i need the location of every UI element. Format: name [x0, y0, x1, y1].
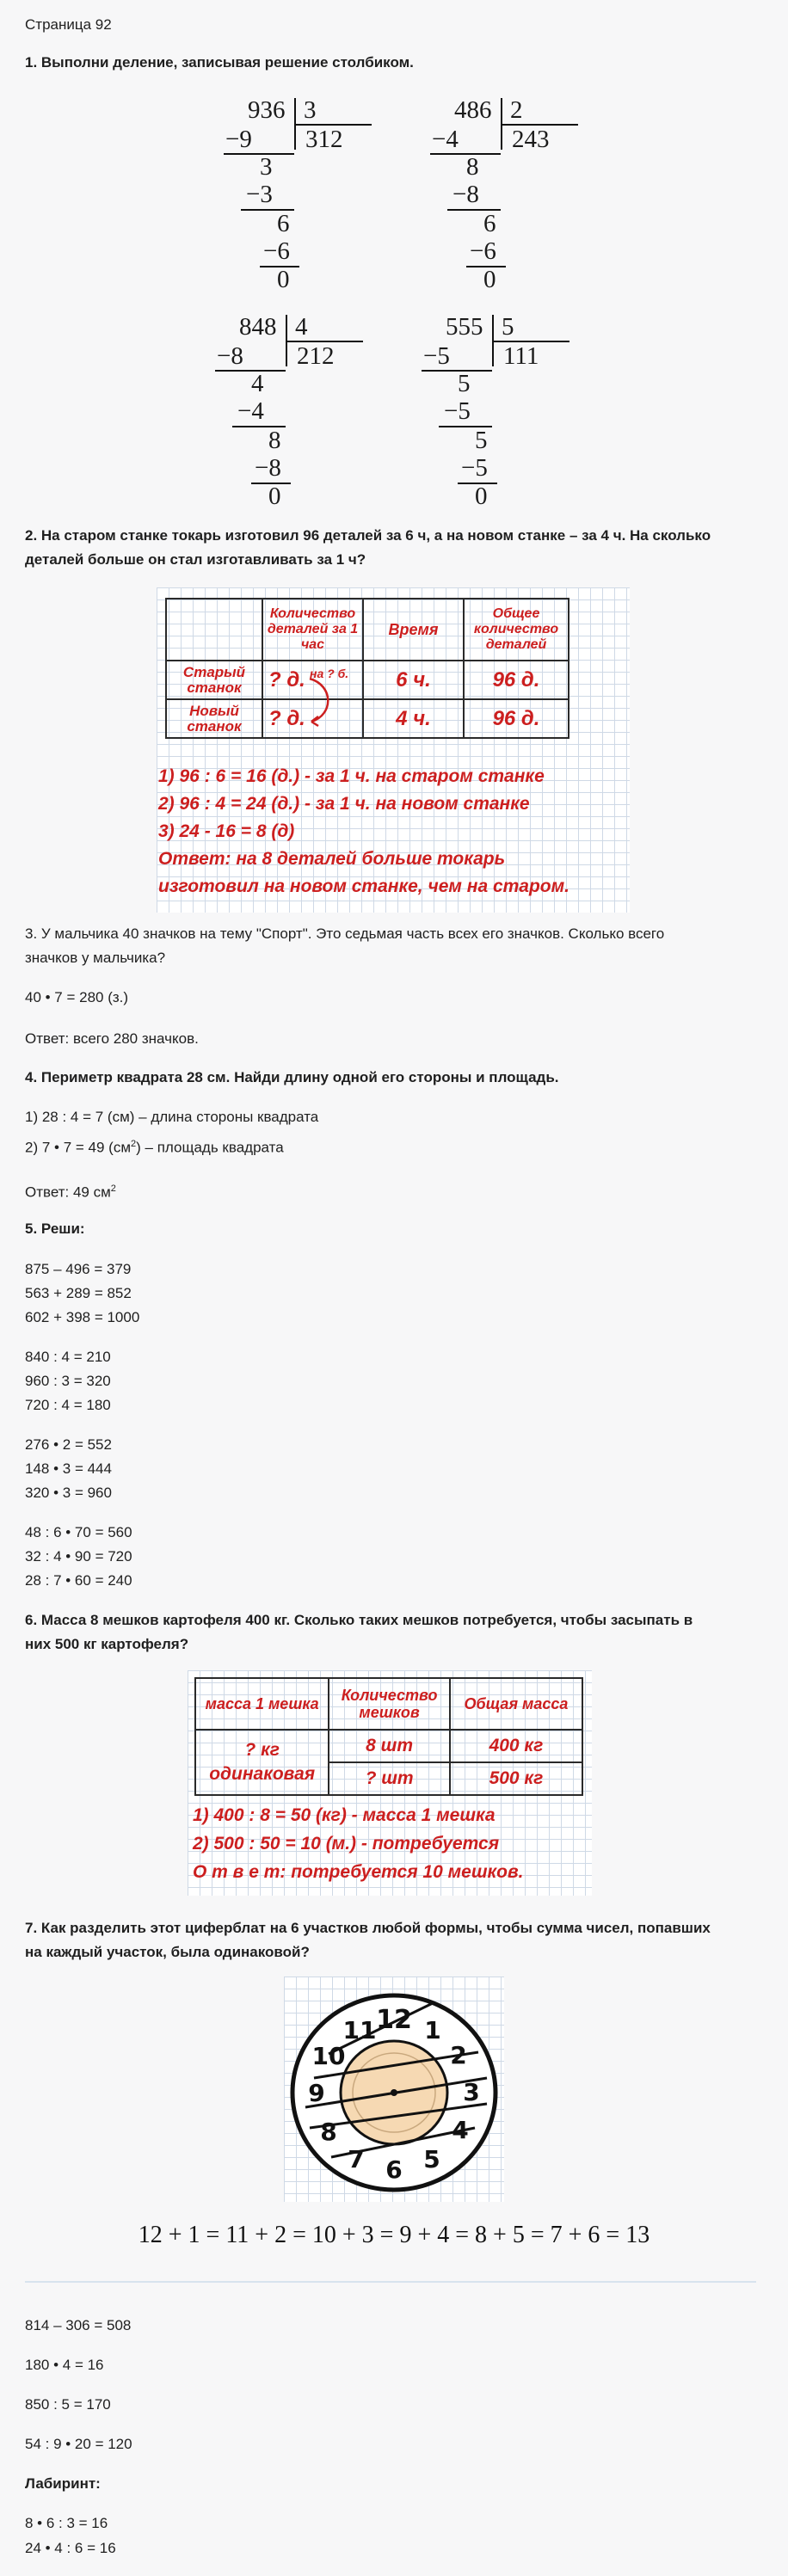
- step: 5: [475, 427, 488, 454]
- labyrinth-equation: 24 • 4 : 6 = 16: [25, 2540, 116, 2556]
- step: −6: [263, 237, 290, 265]
- q2-row-new-rate: ? д.: [262, 699, 363, 738]
- q2-solution: [158, 763, 569, 901]
- q5-equation: 960 : 3 = 320: [25, 1373, 111, 1389]
- q5-equation: 32 : 4 • 90 = 720: [25, 1548, 132, 1565]
- step: −5: [423, 342, 450, 370]
- step: 3: [260, 153, 273, 181]
- q2-difference-arrow: [301, 673, 336, 734]
- page-title: Страница 92: [25, 16, 112, 33]
- clock-number: 5: [423, 2145, 440, 2173]
- q7-text-line1: 7. Как разделить этот циферблат на 6 участков любой формы, чтобы сумма чисел, попавших: [25, 1920, 711, 1936]
- step: −5: [461, 454, 488, 482]
- quotient: 212: [297, 342, 335, 370]
- q4-answer-text: Ответ: 49 см: [25, 1183, 111, 1201]
- long-division-3: [206, 311, 379, 509]
- clock-number: 6: [385, 2155, 403, 2184]
- q6-solution-line: 1) 400 : 8 = 50 (кг) - масса 1 мешка: [193, 1805, 496, 1825]
- clock-number: 12: [376, 2005, 412, 2035]
- quotient: 243: [512, 126, 550, 153]
- q4-text: 4. Периметр квадрата 28 см. Найди длину одной его стороны и площадь.: [25, 1069, 559, 1085]
- clock-number: 7: [348, 2145, 365, 2173]
- clock-number: 2: [450, 2041, 467, 2069]
- extra-equation: 850 : 5 = 170: [25, 2396, 111, 2413]
- q6-row2-count: ? шт: [329, 1762, 450, 1795]
- q3-text-line2: значков у мальчика?: [25, 950, 166, 966]
- q2-solution-line: Ответ: на 8 деталей больше токарь: [158, 849, 506, 869]
- q4-answer: [25, 1179, 116, 1202]
- step: −9: [225, 126, 252, 153]
- q5-equation: 48 : 6 • 70 = 560: [25, 1524, 132, 1540]
- q2-text-line2: деталей больше он стал изготавливать за 1 ч?: [25, 551, 366, 568]
- q2-row-old-rate: ? д.: [262, 661, 363, 699]
- q2-graph-paper: [157, 587, 630, 913]
- q2-row-old-time: 6 ч.: [363, 661, 464, 699]
- long-division-1: [215, 95, 387, 292]
- step: −6: [470, 237, 496, 265]
- step: 0: [475, 483, 488, 510]
- q5-equation: 875 – 496 = 379: [25, 1261, 132, 1277]
- step: 0: [483, 266, 496, 293]
- q4-line2-part: ) – площадь квадрата: [136, 1139, 284, 1156]
- q5-equation: 563 + 289 = 852: [25, 1285, 132, 1301]
- long-division-2: [422, 95, 594, 292]
- q2-solution-line: изготовил на новом станке, чем на старом.: [158, 876, 570, 896]
- q3-answer: Ответ: всего 280 значков.: [25, 1030, 199, 1047]
- quotient: 312: [305, 126, 343, 153]
- step-line: [215, 370, 286, 372]
- q6-table: [194, 1677, 583, 1796]
- q6-row2-total: 500 кг: [450, 1762, 582, 1795]
- q2-table: [165, 598, 569, 739]
- superscript: 2: [131, 1139, 137, 1149]
- extra-equation: 54 : 9 • 20 = 120: [25, 2436, 132, 2452]
- q3-calc: 40 • 7 = 280 (з.): [25, 989, 129, 1005]
- step: 8: [268, 427, 281, 454]
- step: 0: [268, 483, 281, 510]
- q6-text-line1: 6. Масса 8 мешков картофеля 400 кг. Сколько таких мешков потребуется, чтобы засыпать в: [25, 1612, 693, 1628]
- q2-header-rate: Количество деталей за 1 час: [262, 599, 363, 661]
- q5-equation: 28 : 7 • 60 = 240: [25, 1572, 132, 1589]
- q4-line2-part: 2) 7 • 7 = 49 (см: [25, 1139, 132, 1156]
- step: 6: [277, 210, 290, 237]
- q5-text: 5. Реши:: [25, 1220, 85, 1237]
- q5-equation: 602 + 398 = 1000: [25, 1309, 140, 1325]
- q6-text-line2: них 500 кг картофеля?: [25, 1636, 189, 1652]
- q6-graph-paper: [188, 1670, 592, 1896]
- step: 5: [458, 370, 471, 397]
- q4-line1: 1) 28 : 4 = 7 (см) – длина стороны квадрата: [25, 1109, 319, 1125]
- step-line: [422, 370, 492, 372]
- clock-number: 11: [342, 2016, 377, 2044]
- q2-row-new-total: 96 д.: [464, 699, 569, 738]
- q2-header-total: Общее количество деталей: [464, 599, 569, 661]
- clock-number: 1: [424, 2016, 441, 2044]
- q2-row-old-total: 96 д.: [464, 661, 569, 699]
- q6-header-mass: масса 1 мешка: [195, 1678, 329, 1730]
- dividend: 848: [239, 313, 277, 341]
- clock-number: 3: [463, 2078, 480, 2106]
- extra-equation: 180 • 4 = 16: [25, 2357, 104, 2373]
- step: −5: [444, 397, 471, 425]
- step: −4: [237, 397, 264, 425]
- q5-equation: 148 • 3 = 444: [25, 1460, 112, 1477]
- step-line: [224, 153, 294, 155]
- q2-solution-line: 1) 96 : 6 = 16 (д.) - за 1 ч. на старом станке: [158, 766, 545, 786]
- clock-number: 10: [311, 2042, 346, 2070]
- labyrinth-equation: 8 • 6 : 3 = 16: [25, 2515, 108, 2531]
- divisor: 4: [295, 313, 308, 341]
- q1-text: 1. Выполни деление, записывая решение столбиком.: [25, 54, 414, 71]
- q2-solution-line: 2) 96 : 4 = 24 (д.) - за 1 ч. на новом станке: [158, 794, 530, 814]
- labyrinth-title: Лабиринт:: [25, 2475, 101, 2492]
- dividend: 555: [446, 313, 483, 341]
- clock-number: 9: [308, 2079, 325, 2107]
- q6-solution-line: О т в е т: потребуется 10 мешков.: [193, 1862, 524, 1882]
- q6-header-count: Количество мешков: [329, 1678, 450, 1730]
- extra-equation: 814 – 306 = 508: [25, 2317, 132, 2333]
- q6-row1-count: 8 шт: [329, 1730, 450, 1762]
- step: −3: [246, 181, 273, 208]
- q7-graph-paper: [284, 1977, 504, 2202]
- step: 8: [466, 153, 479, 181]
- clock-number: 8: [320, 2118, 337, 2146]
- step-line: [430, 153, 501, 155]
- q2-solution-line: 3) 24 - 16 = 8 (д): [158, 821, 295, 841]
- q6-solution: [193, 1801, 523, 1886]
- superscript: 2: [110, 1183, 116, 1194]
- q2-row-old-label: Старый станок: [166, 661, 262, 699]
- q7-equation: 12 + 1 = 11 + 2 = 10 + 3 = 9 + 4 = 8 + 5 = 7 + 6 = 13: [138, 2222, 650, 2248]
- q5-equation: 840 : 4 = 210: [25, 1349, 111, 1365]
- step: −8: [217, 342, 243, 370]
- step: 0: [277, 266, 290, 293]
- q2-difference-note: на ? б.: [310, 667, 349, 680]
- divisor: 3: [304, 96, 317, 124]
- q6-row1-total: 400 кг: [450, 1730, 582, 1762]
- divisor: 5: [502, 313, 514, 341]
- quotient: 111: [503, 342, 539, 370]
- q7-text-line2: на каждый участок, была одинаковой?: [25, 1944, 310, 1960]
- q2-text-line1: 2. На старом станке токарь изготовил 96 деталей за 6 ч, а на новом станке – за 4 ч. На сколько: [25, 527, 711, 544]
- step: 6: [483, 210, 496, 237]
- q5-equation: 276 • 2 = 552: [25, 1436, 112, 1453]
- step: −4: [432, 126, 459, 153]
- q2-row-new-label: Новый станок: [166, 699, 262, 738]
- long-division-4: [413, 311, 585, 509]
- q2-header-time: Время: [363, 599, 464, 661]
- dividend: 936: [248, 96, 286, 124]
- step: −8: [255, 454, 281, 482]
- q3-text-line1: 3. У мальчика 40 значков на тему "Спорт". Это седьмая часть всех его значков. Сколько всего: [25, 925, 665, 942]
- q6-header-total: Общая масса: [450, 1678, 582, 1730]
- dividend: 486: [454, 96, 492, 124]
- q6-solution-line: 2) 500 : 50 = 10 (м.) - потребуется: [193, 1834, 500, 1854]
- step: 4: [251, 370, 264, 397]
- q6-row-mass: ? кг одинаковая: [195, 1730, 329, 1795]
- q5-equation: 720 : 4 = 180: [25, 1397, 111, 1413]
- step: −8: [452, 181, 479, 208]
- q2-row-new-time: 4 ч.: [363, 699, 464, 738]
- q5-equation: 320 • 3 = 960: [25, 1485, 112, 1501]
- clock-number: 4: [452, 2116, 469, 2144]
- divider: [25, 2281, 756, 2283]
- q4-line2: [25, 1134, 284, 1158]
- clock-face-diagram: [284, 1977, 504, 2202]
- divisor: 2: [510, 96, 523, 124]
